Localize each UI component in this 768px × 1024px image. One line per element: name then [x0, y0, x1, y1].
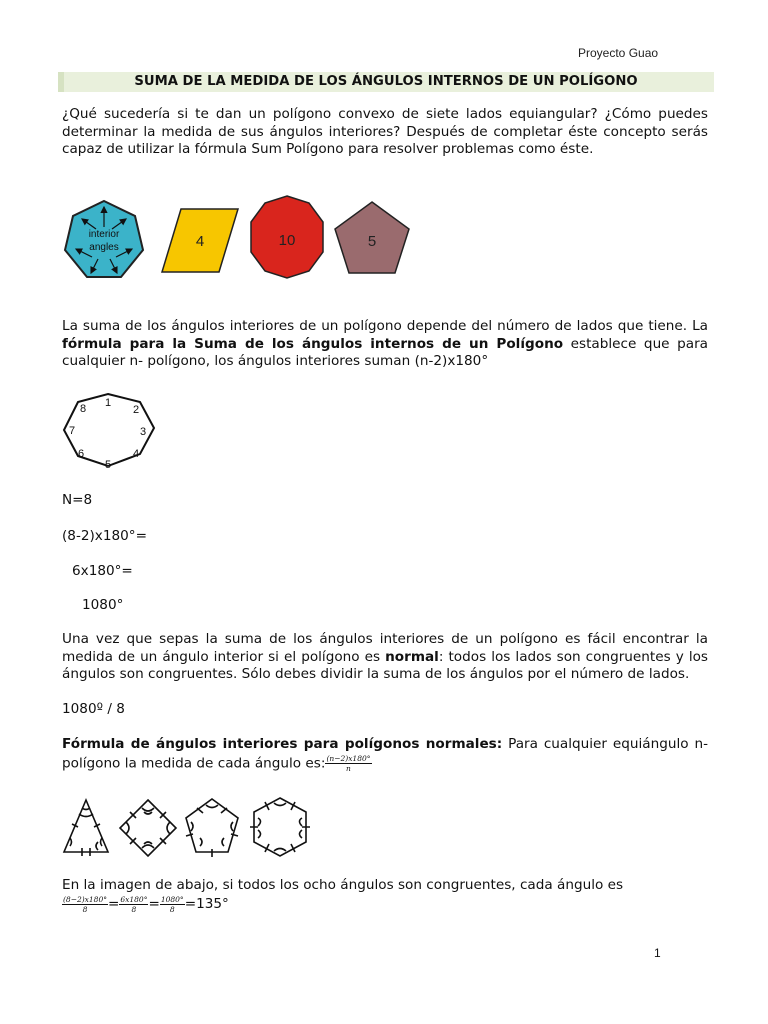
heptagon-label-line1: interior — [88, 229, 120, 240]
final-text: En la imagen de abajo, si todos los ocho ángulos son congruentes, cada ángulo es — [62, 877, 624, 893]
normal-formula-paragraph — [62, 736, 708, 773]
formula-intro-bold: fórmula para la Suma de los ángulos internos de un Polígono — [62, 335, 564, 352]
normal-polygon-paragraph — [62, 631, 708, 684]
calc-result: 1080° — [82, 597, 124, 613]
octagon-number-7: 7 — [68, 425, 76, 437]
formula-intro-text-2: establece que para cualquier n- polígono, los ángulos interiores suman (n-2)x180° — [62, 335, 708, 369]
final-fraction-2-num: 6x180° — [120, 894, 148, 904]
octagon-number-6: 6 — [77, 448, 85, 460]
normal-formula-bold: Fórmula de ángulos interiores para polígonos normales: — [62, 736, 503, 752]
normal-text-2: : todos los lados son congruentes y los ángulos son congruentes. Sólo debes dividir la suma de los ángulos por el número de lados. — [62, 648, 708, 682]
final-fraction-3 — [160, 895, 185, 914]
polygon-examples — [60, 197, 420, 287]
fraction-numerator: (n−2)x180° — [326, 753, 371, 763]
octagon-number-2: 2 — [132, 404, 140, 416]
final-fraction-2 — [119, 895, 148, 914]
decagon-number: 10 — [278, 232, 296, 249]
octagon-number-8: 8 — [79, 403, 87, 415]
title-bar — [58, 72, 714, 92]
final-equation — [62, 893, 229, 915]
page-title: SUMA DE LA MEDIDA DE LOS ÁNGULOS INTERNOS DE UN POLÍGONO — [134, 74, 638, 89]
equals-sign-1: = — [107, 896, 120, 912]
normal-formula-text: Para cualquier equiángulo n-polígono la medida de cada ángulo es: — [62, 736, 708, 771]
running-header: Proyecto Guao — [578, 46, 659, 60]
pentagon-label: 5 — [367, 233, 377, 250]
final-fraction-1 — [62, 895, 108, 914]
intro-paragraph: ¿Qué sucedería si te dan un polígono convexo de siete lados equiangular? ¿Cómo puedes determinar la medida de sus ángulos interiores? Después de completar éste concepto serás capaz de utilizar la fórmula Sum Polígono para resolver problemas como éste. — [62, 106, 708, 157]
numbered-octagon — [60, 388, 160, 472]
final-fraction-1-num: (8−2)x180° — [63, 894, 107, 904]
regular-polygons-figure — [60, 794, 320, 864]
final-fraction-1-den: 8 — [82, 904, 88, 914]
calc-step2: 6x180°= — [72, 563, 133, 579]
formula-intro-paragraph — [62, 318, 708, 371]
regular-hexagon — [254, 798, 306, 856]
calc-n: N=8 — [62, 492, 93, 508]
formula-intro-text-1: La suma de los ángulos interiores de un polígono depende del número de lados que tiene. La — [62, 318, 708, 334]
normal-text-1: Una vez que sepas la suma de los ángulos interiores de un polígono es fácil encontrar la medida de un ángulo interior si el polígono es — [62, 631, 708, 665]
equals-sign-2: = — [148, 896, 160, 912]
fraction-denominator: n — [346, 763, 351, 773]
octagon-number-3: 3 — [139, 426, 147, 438]
octagon-number-1: 1 — [104, 397, 112, 409]
octagon-number-5: 5 — [104, 459, 112, 471]
parallelogram-label: 4 — [195, 233, 205, 250]
decagon-figure — [247, 194, 327, 284]
normal-bold: normal — [385, 648, 439, 665]
final-fraction-2-den: 8 — [131, 904, 137, 914]
heptagon-label-line2: angles — [89, 242, 119, 253]
final-fraction-3-num: 1080° — [160, 894, 184, 904]
final-result: =135° — [184, 896, 229, 912]
final-fraction-3-den: 8 — [169, 904, 175, 914]
division-line: 1080º / 8 — [62, 701, 125, 717]
octagon-number-4: 4 — [132, 448, 140, 460]
page-number: 1 — [654, 946, 661, 960]
interior-angle-fraction — [325, 754, 371, 773]
calc-step1: (8-2)x180°= — [62, 528, 147, 544]
